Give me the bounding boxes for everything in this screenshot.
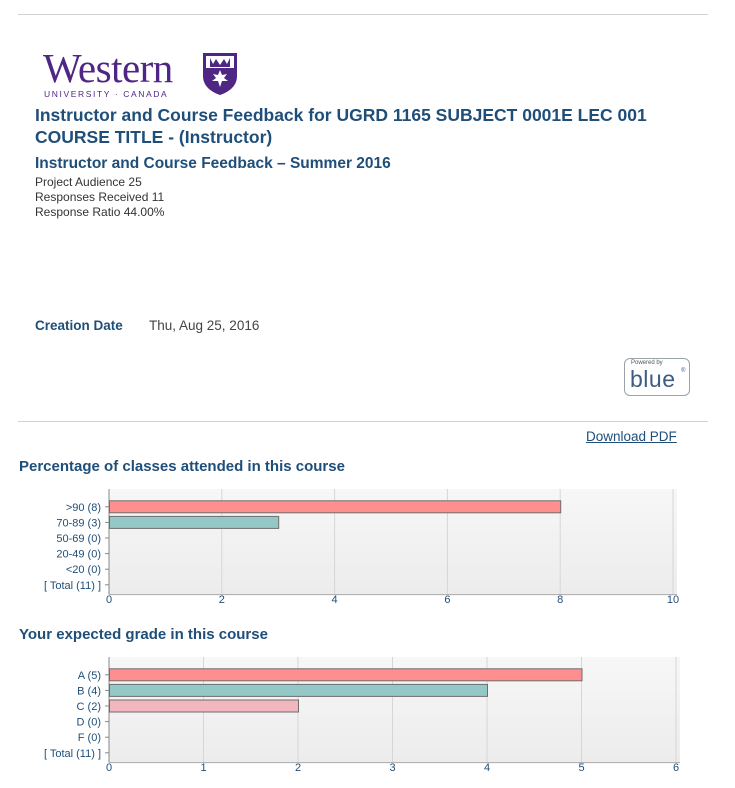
x-tick-label: 8 xyxy=(557,594,564,606)
category-label: 50-69 (0) xyxy=(56,533,101,545)
bar xyxy=(110,684,488,696)
x-tick-label: 3 xyxy=(389,762,396,774)
category-label: 20-49 (0) xyxy=(56,548,101,561)
x-tick-label: 5 xyxy=(578,762,585,774)
top-divider xyxy=(18,14,708,15)
category-label: >90 (8) xyxy=(65,501,101,514)
badge-registered-mark: ® xyxy=(681,368,686,374)
x-tick-label: 4 xyxy=(483,762,491,774)
bar xyxy=(110,669,583,681)
project-audience: Project Audience 25 xyxy=(35,175,142,189)
category-label: A (5) xyxy=(77,669,101,682)
western-logo xyxy=(43,45,243,104)
badge-powered-by: Powered by xyxy=(631,360,663,366)
x-tick-label: 4 xyxy=(331,594,338,606)
x-tick-label: 2 xyxy=(294,762,302,774)
category-label: 70-89 (3) xyxy=(56,517,101,530)
western-shield-crest-icon xyxy=(201,50,239,96)
x-tick-label: 6 xyxy=(444,594,451,606)
report-subtitle: Instructor and Course Feedback – Summer 2016 xyxy=(35,155,391,172)
badge-word: blue xyxy=(630,366,676,392)
middle-divider xyxy=(18,421,708,422)
x-tick-label: 0 xyxy=(105,762,113,774)
creation-date-label: Creation Date xyxy=(35,318,123,333)
responses-received: Responses Received 11 xyxy=(35,190,165,204)
logo-wordmark: Western xyxy=(43,45,173,91)
chart-1-title: Percentage of classes attended in this course xyxy=(19,458,345,475)
x-tick-label: 1 xyxy=(200,762,207,774)
category-label: B (4) xyxy=(77,685,101,698)
download-pdf-link[interactable]: Download PDF xyxy=(586,429,677,444)
creation-date-value: Thu, Aug 25, 2016 xyxy=(149,318,260,333)
bar xyxy=(110,501,561,513)
powered-by-blue-badge xyxy=(624,358,690,396)
x-tick-label: 0 xyxy=(105,594,113,606)
bar xyxy=(110,700,299,712)
category-label: [ Total (11) ] xyxy=(43,579,101,592)
logo-subtitle: UNIVERSITY · CANADA xyxy=(44,89,169,99)
attendance-bar-chart xyxy=(0,488,735,608)
category-label: [ Total (11) ] xyxy=(43,747,101,760)
response-ratio: Response Ratio 44.00% xyxy=(35,205,165,219)
x-tick-label: 10 xyxy=(666,594,680,606)
chart-2-title: Your expected grade in this course xyxy=(19,626,268,643)
report-title: Instructor and Course Feedback for UGRD 1165 SUBJECT 0001E LEC 001 COURSE TITLE - (Instructor) xyxy=(35,105,647,147)
category-label: <20 (0) xyxy=(65,564,101,577)
category-label: F (0) xyxy=(77,732,101,745)
category-label: C (2) xyxy=(76,701,101,713)
x-tick-label: 2 xyxy=(218,594,225,606)
x-tick-label: 6 xyxy=(672,762,680,774)
bar xyxy=(110,516,279,528)
category-label: D (0) xyxy=(76,716,101,729)
expected-grade-bar-chart xyxy=(0,656,735,782)
